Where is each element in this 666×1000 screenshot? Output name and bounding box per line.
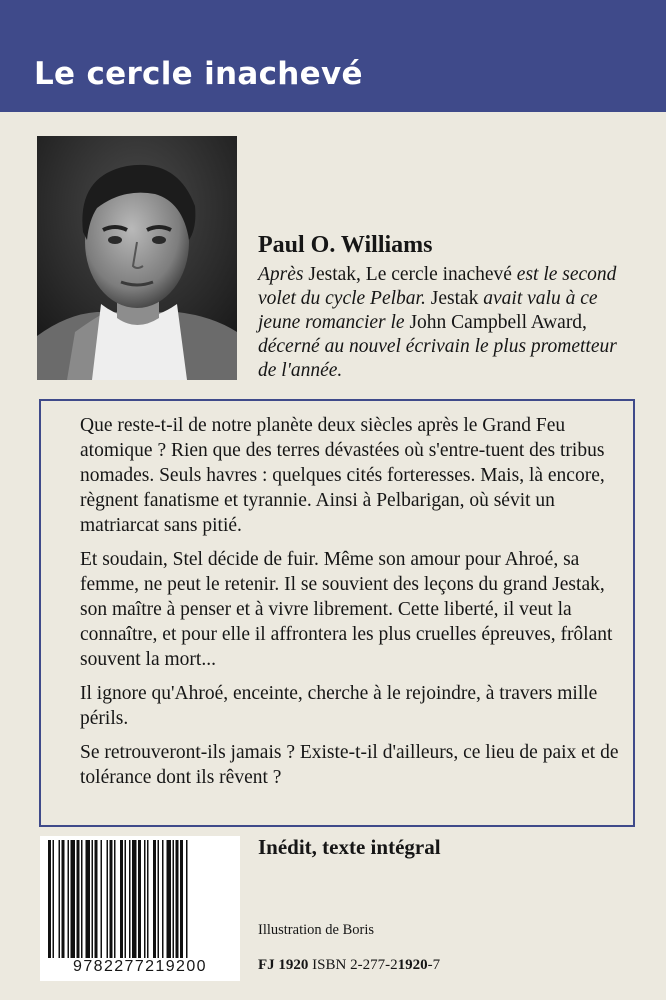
barcode-bar	[158, 840, 160, 958]
barcode-bar	[186, 840, 188, 958]
summary-paragraph: Se retrouveront-ils jamais ? Existe-t-il d'ailleurs, ce lieu de paix et de tolérance dont ils rêvent ?	[80, 742, 619, 788]
barcode-bar	[176, 840, 179, 958]
barcode-bar	[132, 840, 137, 958]
isbn-suffix: -7	[427, 957, 441, 973]
barcode-bar	[167, 840, 172, 958]
barcode-bar	[120, 840, 123, 958]
barcode-bar	[81, 840, 83, 958]
barcode-bar	[147, 840, 149, 958]
barcode-bar	[138, 840, 141, 958]
bio-part: John Campbell Award,	[404, 312, 587, 333]
barcode-bar	[101, 840, 103, 958]
barcode-bar	[173, 840, 175, 958]
barcode-bar	[114, 840, 116, 958]
barcode-bar	[129, 840, 131, 958]
barcode-bar	[86, 840, 91, 958]
title-banner	[0, 0, 666, 112]
summary-paragraph: Il ignore qu'Ahroé, enceinte, cherche à le rejoindre, à travers mille périls.	[80, 683, 598, 729]
isbn-line	[258, 957, 440, 974]
bio-part: avait valu à ce jeune romancier le	[258, 288, 598, 333]
barcode-bar	[162, 840, 164, 958]
barcode-bar	[125, 840, 127, 958]
bio-part: Après	[258, 264, 304, 285]
author-name: Paul O. Williams	[258, 232, 433, 258]
barcode-bar	[153, 840, 156, 958]
barcode-bar	[92, 840, 94, 958]
barcode-bar	[48, 840, 51, 958]
barcode-bar	[59, 840, 61, 958]
barcode-bar	[68, 840, 70, 958]
isbn-prefix: ISBN 2-277-2	[308, 957, 398, 973]
bio-part: décerné au nouvel écrivain le plus prometteur de l'année.	[258, 336, 617, 381]
bio-part: Jestak, Le cercle inachevé	[303, 264, 517, 285]
barcode-bar	[53, 840, 55, 958]
barcode-bar	[62, 840, 65, 958]
author-photo	[37, 136, 237, 380]
summary-paragraph: Et soudain, Stel décide de fuir. Même son amour pour Ahroé, sa femme, ne peut le retenir. Il se souvient des leçons du grand Jestak, son maître à penser et à vivre librement. Cette liberté, il veut la connaître, et pour elle il affrontera les plus cruelles épreuves, frôlant souvent la mort...	[80, 549, 613, 670]
barcode-bar	[71, 840, 76, 958]
book-title: Le cercle inachevé	[34, 56, 363, 92]
barcode-digits: 9782277219200	[40, 958, 240, 976]
bio-part: Jestak	[425, 288, 484, 309]
barcode-bar	[95, 840, 98, 958]
barcode-bar	[107, 840, 109, 958]
barcode-bar	[180, 840, 183, 958]
edition-note: Inédit, texte intégral	[258, 835, 441, 859]
illustration-credit: Illustration de Boris	[258, 922, 374, 938]
author-bio	[258, 263, 640, 383]
barcode-bars	[40, 836, 240, 960]
fj-code: FJ 1920	[258, 957, 309, 973]
barcode-bar	[110, 840, 113, 958]
barcode-bar	[77, 840, 80, 958]
barcode-bar	[144, 840, 146, 958]
summary-paragraph: Que reste-t-il de notre planète deux siècles après le Grand Feu atomique ? Rien que des terres dévastées où s'entre-tuent des tribus nomades. Seuls havres : quelques cités forteresses. Mais, là encore, règnent fanatisme et tyrannie. Ainsi à Pelbarigan, où sévit un matriarcat sans pitié.	[80, 415, 605, 536]
bio-part: est le second volet du cycle Pelbar.	[258, 264, 617, 309]
isbn-bold: 1920	[397, 957, 428, 973]
summary-text	[80, 413, 628, 799]
